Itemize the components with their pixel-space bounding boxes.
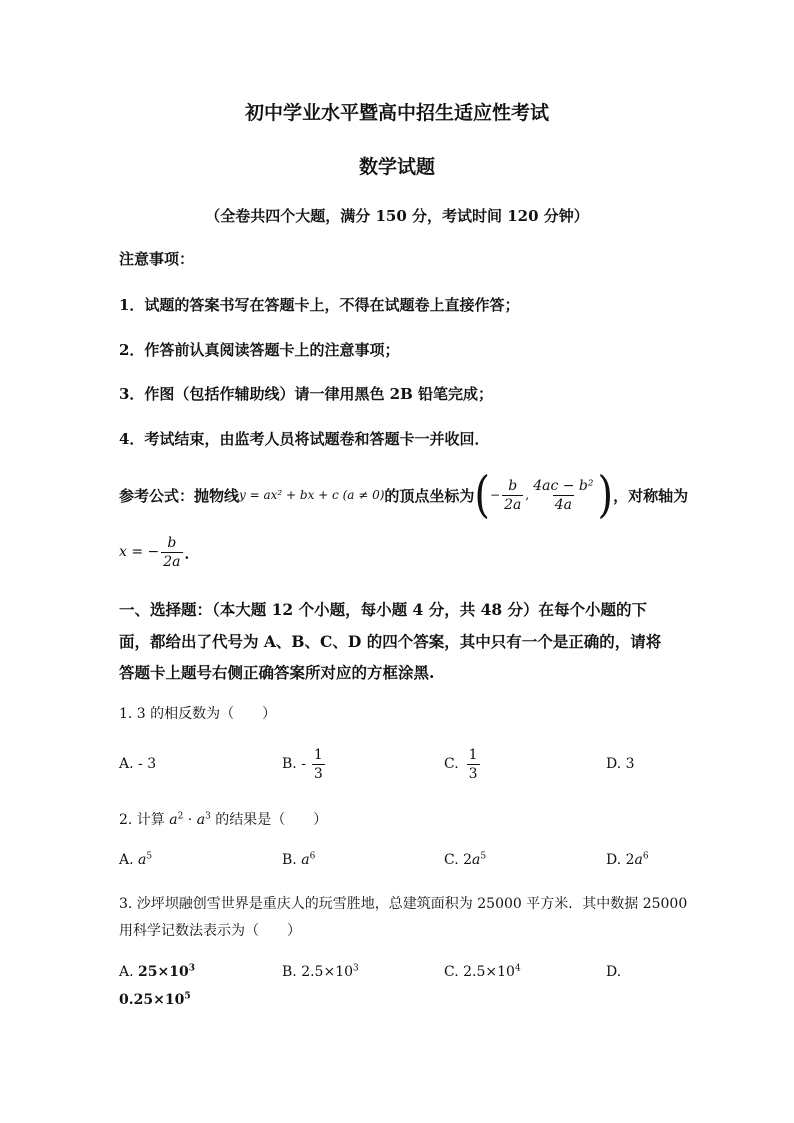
question-1-stem: 1. 3 的相反数为（ ） <box>119 706 277 722</box>
q3-option-b: B. $2.5\times 10^3$ <box>282 963 359 980</box>
question-2-stem: 2. 计算 $a^2 \cdot a^3$ 的结果是（ ） <box>119 811 328 828</box>
q2-option-c: C. $2a^5$ <box>444 851 487 868</box>
reference-formula: 参考公式：抛物线 y = ax² + bx + c (a ≠ 0) 的顶点坐标为 ( − $\frac{b}{2a}$ , $\frac{\text{4ac − b²}}{4a}$ ) ，对称轴为 <box>119 466 689 524</box>
notice-item-2: 2．作答前认真阅读答题卡上的注意事项； <box>119 341 400 359</box>
q3-option-a: A. $25\times 10^3$ <box>119 963 195 980</box>
q3-option-d-label: D. <box>606 964 622 980</box>
parabola-equation: y = ax² + bx + c (a ≠ 0) <box>239 488 385 502</box>
notice-item-1: 1．试题的答案书写在答题卡上，不得在试题卷上直接作答； <box>119 296 520 314</box>
right-paren: ) <box>597 466 614 524</box>
vertex-x-fraction: $\frac{b}{2a}$ <box>504 477 522 513</box>
q3-option-d-value: $0.25\times 10^5$ <box>119 991 191 1008</box>
q2-option-d: D. $2a^6$ <box>606 851 649 868</box>
formula-intro: 参考公式：抛物线 <box>119 486 240 505</box>
q2-option-b: B. $a^6$ <box>282 851 316 868</box>
q3-option-c: C. $2.5\times 10^4$ <box>444 963 521 980</box>
question-3-stem-line-1: 3. 沙坪坝融创雪世界是重庆人的玩雪胜地，总建筑面积为 25000 平方米．其中数据 25000 <box>119 896 688 912</box>
left-paren: ( <box>474 466 491 524</box>
section1-line-3: 答题卡上题号右侧正确答案所对应的方框涂黑. <box>119 663 435 682</box>
notice-heading: 注意事项： <box>119 250 195 268</box>
notice-item-3: 3．作图（包括作辅助线）请一律用黑色 2B 铅笔完成； <box>119 385 493 403</box>
exam-title: 初中学业水平暨高中招生适应性考试 <box>244 102 549 124</box>
vertex-text: 的顶点坐标为 <box>384 486 475 505</box>
vertex-y-fraction: $\frac{\text{4ac − b²}}{4a}$ <box>533 477 594 513</box>
notice-item-4: 4．考试结束，由监考人员将试题卷和答题卡一并收回． <box>119 430 490 448</box>
q1-option-d: D. 3 <box>606 756 635 772</box>
q1-option-b: B. - $\frac{1}{3}$ <box>282 746 323 782</box>
section1-line-1: 一、选择题：（本大题 12 个小题，每小题 4 分，共 48 分）在每个小题的下 <box>119 600 648 619</box>
q2-option-a: A. $a^5$ <box>119 851 153 868</box>
axis-text: ，对称轴为 <box>613 486 689 505</box>
q1-option-a: A. - 3 <box>119 756 157 772</box>
section1-line-2: 面，都给出了代号为 A、B、C、D 的四个答案，其中只有一个是正确的，请将 <box>119 632 662 651</box>
subject-title: 数学试题 <box>358 156 435 178</box>
axis-formula: x = − $\frac{b}{2a}$ ． <box>119 534 200 570</box>
exam-note: （全卷共四个大题，满分 150 分，考试时间 120 分钟） <box>205 207 589 225</box>
q1-option-c: C. $\frac{1}{3}$ <box>444 746 478 782</box>
question-3-stem-line-2: 用科学记数法表示为（ ） <box>119 923 301 939</box>
